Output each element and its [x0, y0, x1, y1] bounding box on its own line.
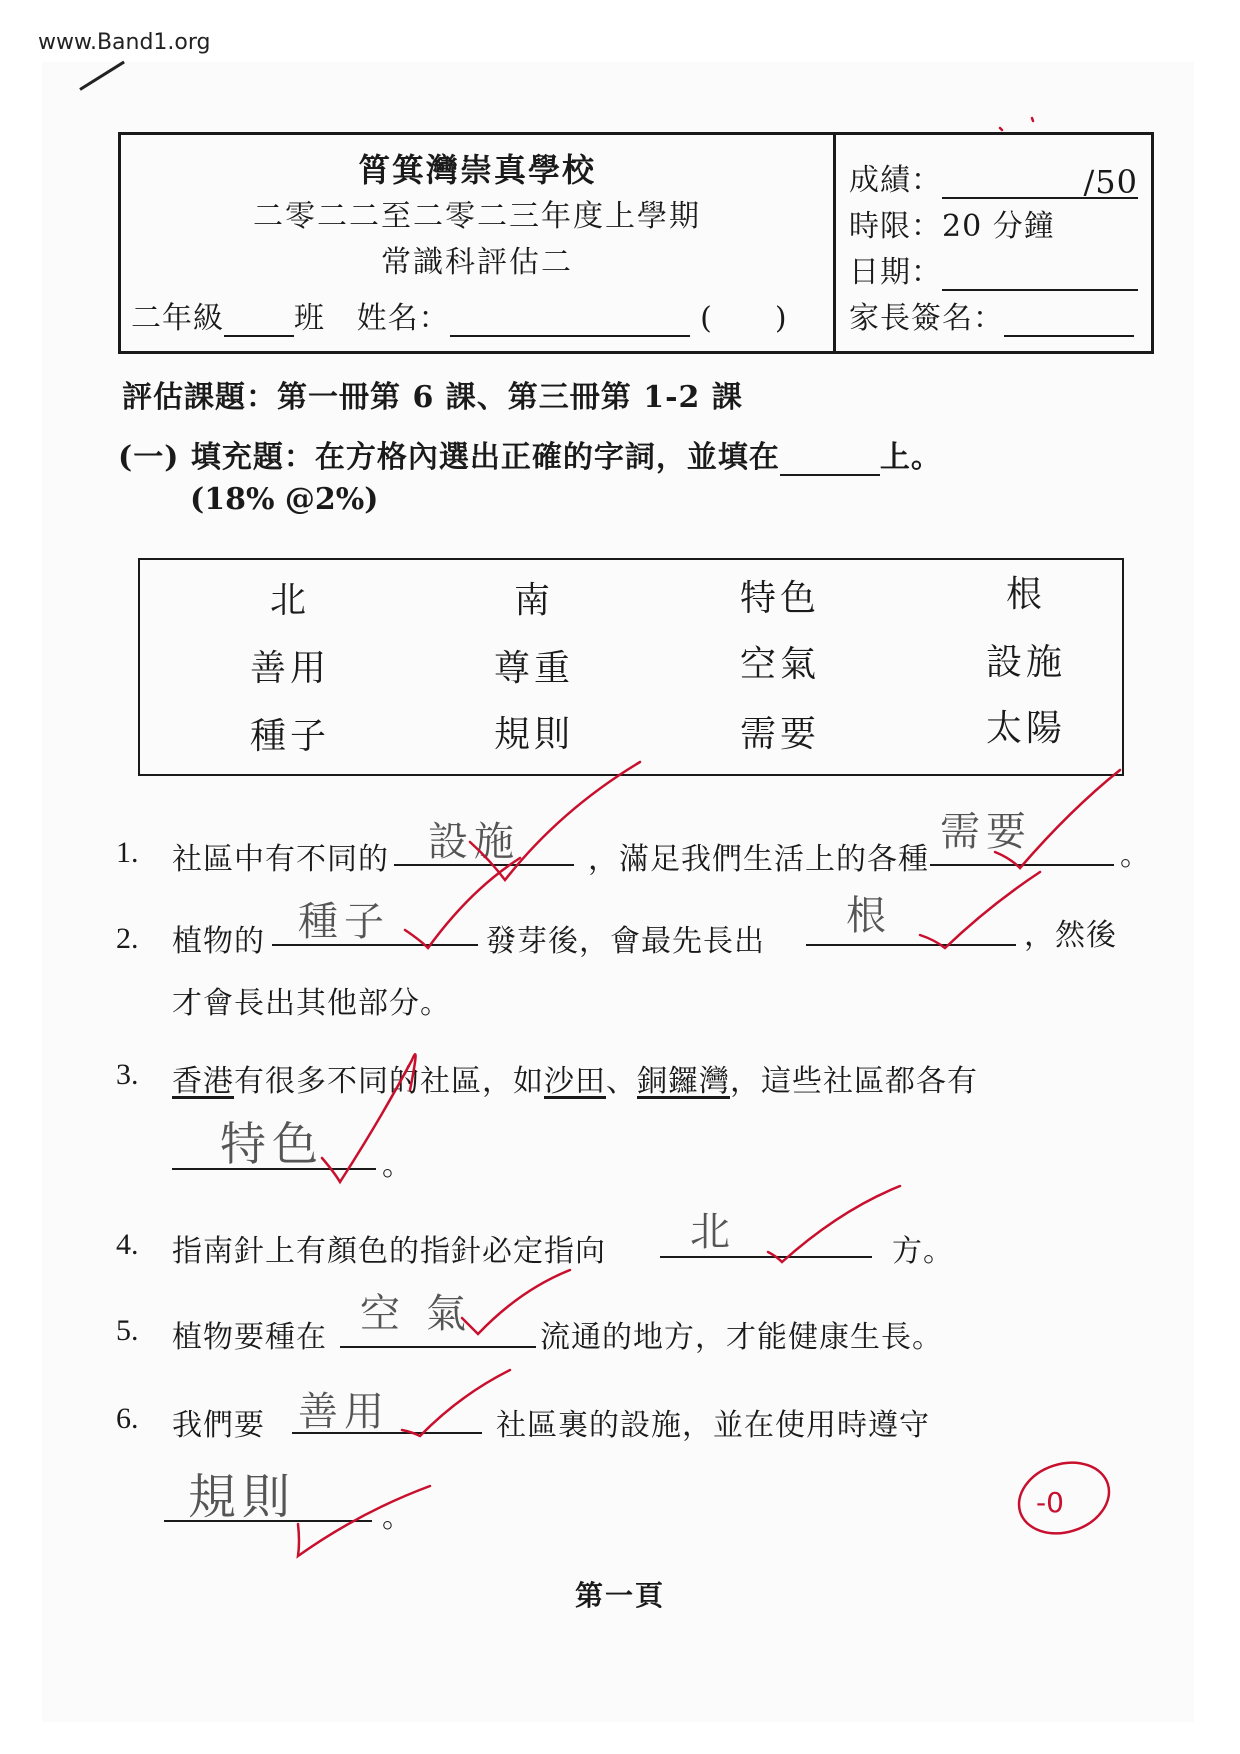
time-limit: 時限：20 分鐘	[849, 209, 1055, 244]
question-text: 我們要	[172, 1408, 265, 1443]
question-text: 社區中有不同的	[172, 842, 389, 877]
name-label: 姓名：	[356, 301, 450, 336]
section-instruction-end: 上。	[879, 440, 942, 475]
question-number: 6.	[116, 1402, 139, 1435]
pen-dot	[1000, 118, 1033, 130]
question-text-part: 、	[606, 1064, 637, 1099]
word-bank-item: 規則	[493, 714, 574, 755]
question-number: 1.	[116, 836, 139, 869]
handwritten-answer: 規則	[188, 1469, 297, 1525]
question-text: 。	[1120, 838, 1151, 873]
question-text: 。	[382, 1500, 413, 1535]
question-text-part: 有很多不同的社區，如	[234, 1064, 544, 1099]
teacher-deduction-circle	[1010, 1451, 1119, 1544]
place-name: 銅鑼灣	[637, 1064, 730, 1099]
question-number: 4.	[116, 1228, 139, 1261]
watermark: www.Band1.org	[38, 30, 211, 55]
word-bank-item: 根	[1005, 574, 1046, 615]
tick-mark-icon	[405, 858, 520, 948]
handwritten-answer: 種子	[298, 899, 390, 945]
assessment-topic: 評估課題：第一冊第 6 課、第三冊第 1-2 課	[122, 380, 743, 415]
page-footer: 第一頁	[574, 1579, 665, 1612]
question-number: 5.	[116, 1314, 139, 1347]
handwritten-answer: 空氣	[360, 1291, 492, 1337]
question-text: ，滿足我們生活上的各種	[588, 842, 929, 877]
handwritten-answer: 需要	[940, 809, 1032, 855]
class-label: 二年級	[131, 301, 224, 336]
tick-mark-icon	[298, 1486, 430, 1556]
question-text: 指南針上有顏色的指針必定指向	[172, 1234, 606, 1269]
question-text: 方。	[892, 1234, 954, 1269]
word-bank-item: 種子	[249, 716, 330, 757]
class-suffix: 班	[294, 301, 325, 336]
class-no-close: )	[774, 301, 788, 336]
handwritten-answer: 特色	[220, 1117, 324, 1171]
score-label: 成績：	[849, 163, 942, 198]
question-text: 社區裏的設施，並在使用時遵守	[496, 1408, 930, 1443]
handwritten-answer: 設施	[428, 819, 520, 865]
word-bank-item: 設施	[985, 642, 1066, 683]
word-bank-item: 尊重	[493, 648, 574, 689]
term-label: 二零二二至二零二三年度上學期	[253, 199, 701, 234]
handwritten-answer: 根	[846, 893, 892, 939]
word-bank-item: 北	[269, 580, 310, 621]
question-number: 3.	[116, 1058, 139, 1091]
date-label: 日期：	[849, 255, 942, 290]
tick-mark-icon	[995, 770, 1120, 868]
question-text: 發芽後，會最先長出	[486, 924, 765, 959]
place-name: 香港	[172, 1064, 234, 1099]
tick-mark-icon	[768, 1186, 900, 1262]
class-no-open: (	[700, 301, 713, 336]
teacher-deduction: -0	[1036, 1486, 1064, 1519]
place-name: 沙田	[544, 1064, 606, 1099]
tick-mark-icon	[920, 872, 1040, 948]
tick-mark-icon	[470, 762, 640, 880]
question-text-part: ，這些社區都各有	[730, 1064, 978, 1099]
tick-mark-icon	[462, 1270, 570, 1334]
word-bank-item: 特色	[739, 578, 820, 619]
tick-mark-icon	[402, 1370, 510, 1436]
question-number: 2.	[116, 922, 139, 955]
section-instruction: (一) 填充題：在方格內選出正確的字詞，並填在	[118, 440, 780, 475]
section-marks: (18% @2%)	[190, 482, 379, 517]
question-text: 植物的	[172, 924, 265, 959]
question-text: 才會長出其他部分。	[172, 986, 451, 1021]
handwritten-answer: 善用	[298, 1389, 390, 1435]
word-bank-item: 南	[513, 580, 554, 621]
question-text: 流通的地方，才能健康生長。	[540, 1320, 943, 1355]
handwritten-answer: 北	[690, 1209, 736, 1255]
question-text: 。	[382, 1148, 413, 1183]
question-text: ，然後	[1024, 918, 1117, 953]
word-bank-item: 善用	[249, 648, 330, 689]
word-bank-item: 空氣	[739, 644, 820, 685]
parent-signature-label: 家長簽名：	[849, 301, 1004, 336]
question-text: 植物要種在	[172, 1320, 327, 1355]
tick-mark-icon	[322, 1054, 416, 1182]
word-bank-item: 太陽	[985, 708, 1066, 749]
score-total: /50	[1083, 163, 1138, 201]
school-name: 筲箕灣崇真學校	[357, 151, 596, 189]
subject-label: 常識科評估二	[381, 245, 573, 280]
word-bank-item: 需要	[739, 714, 820, 755]
